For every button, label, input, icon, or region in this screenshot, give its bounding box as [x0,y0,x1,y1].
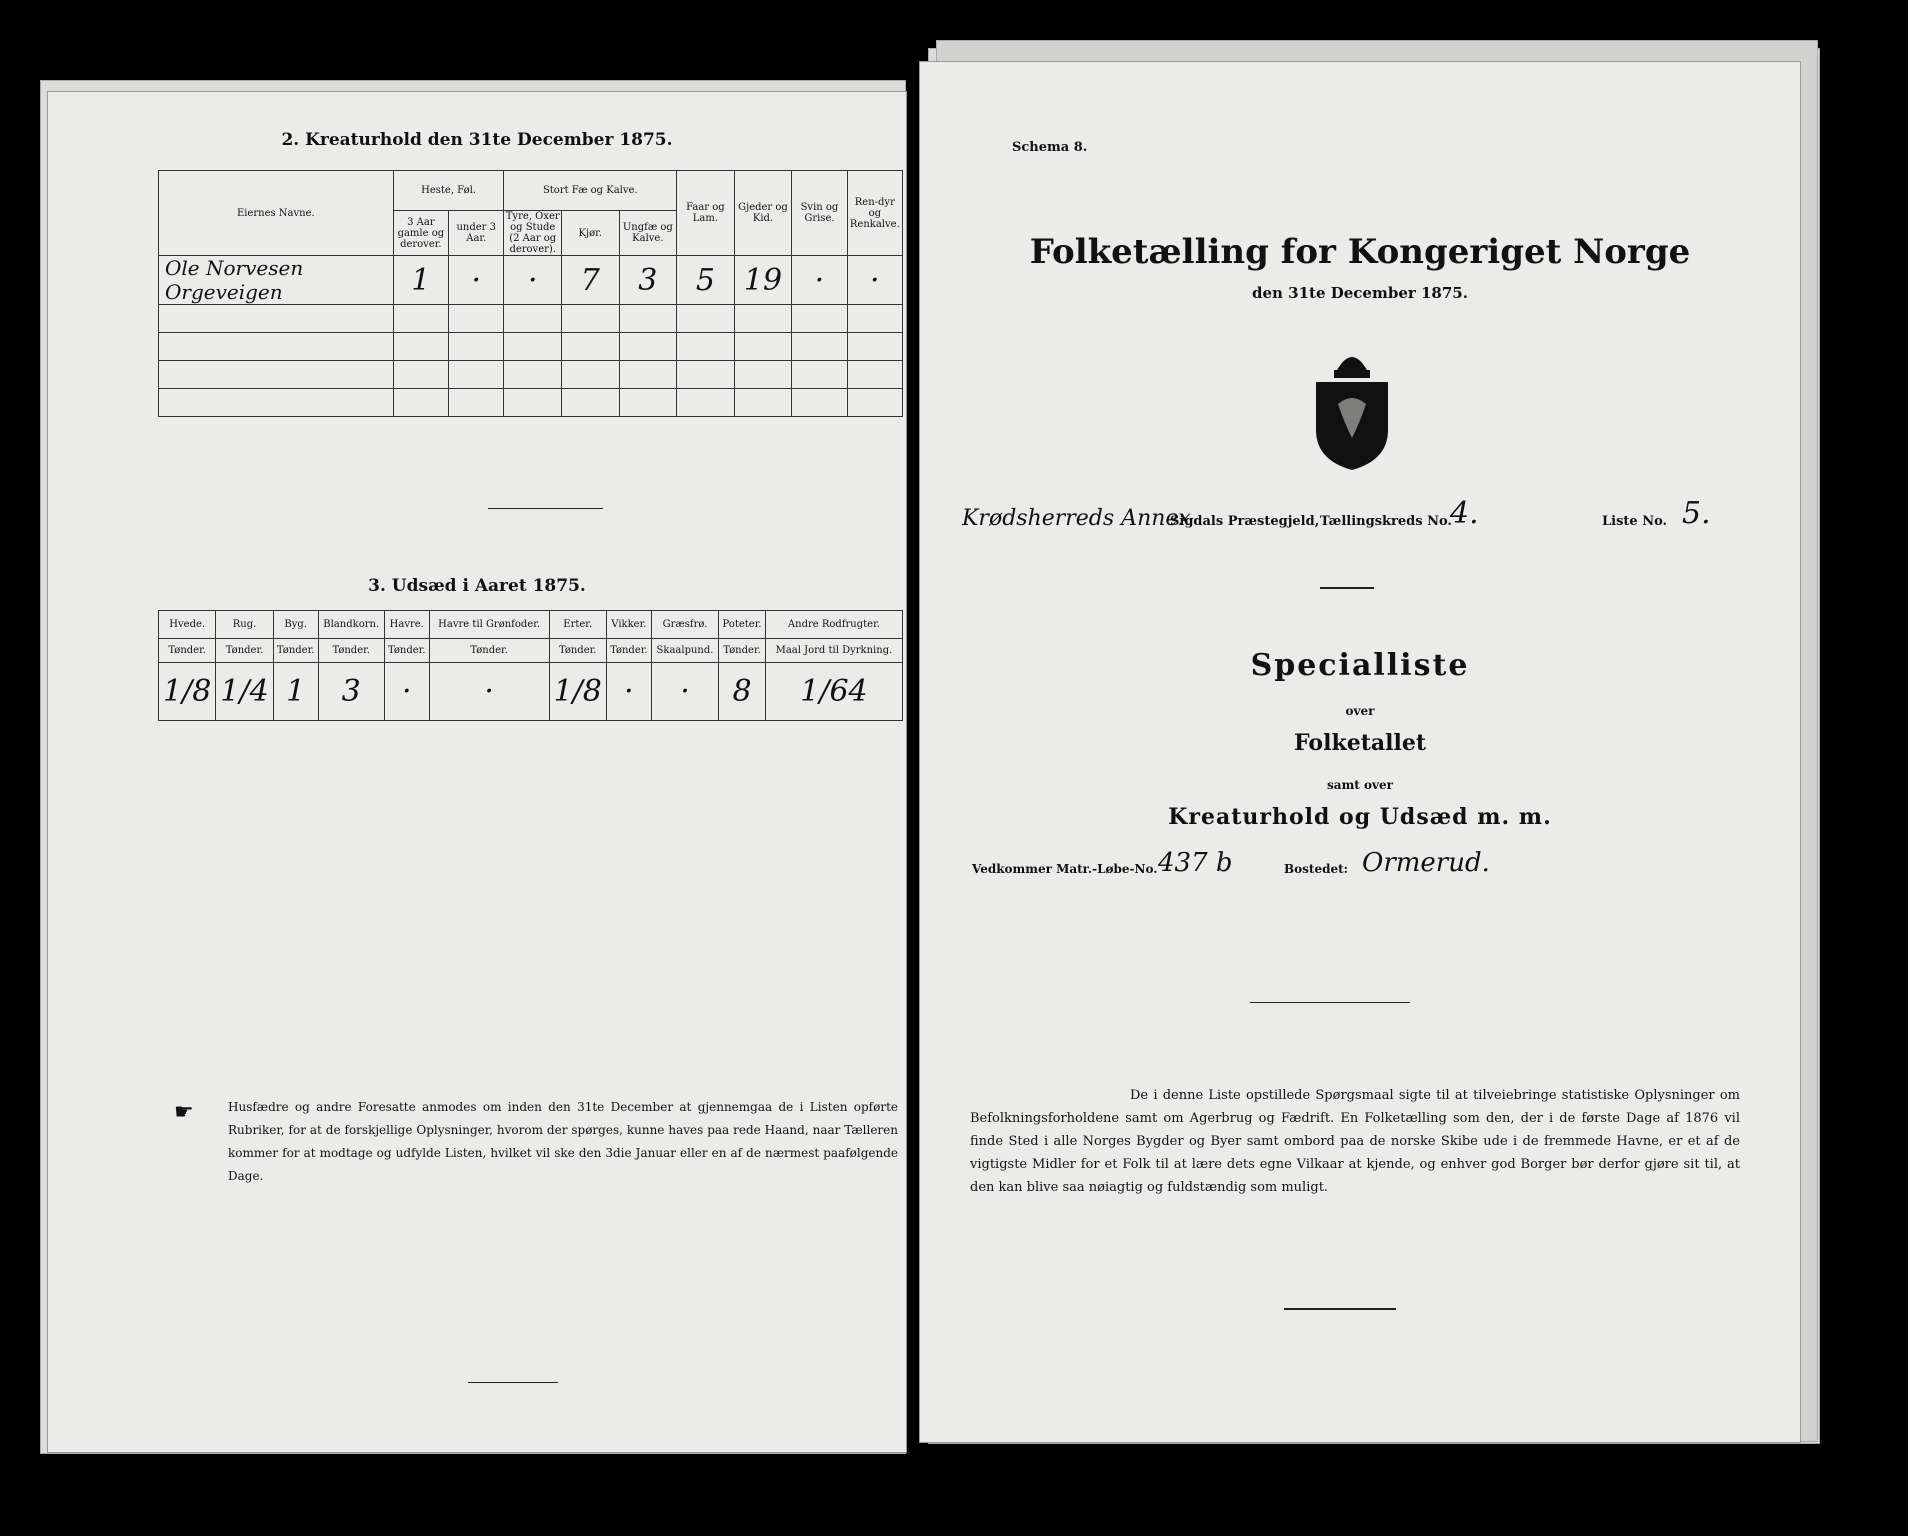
udsaed-unit: Tønder. [429,639,549,663]
udsaed-cell: 1 [273,663,318,721]
bottom-divider-line [1284,1308,1396,1310]
bottom-divider-line [468,1382,558,1383]
udsaed-header: Havre. [384,611,429,639]
udsaed-unit: Tønder. [216,639,273,663]
header-svin: Svin og Grise. [792,171,847,256]
divider-line [488,508,603,509]
header-heste-3aar: 3 Aar gamle og derover. [393,211,448,256]
udsaed-cell: 3 [318,663,384,721]
header-kjor: Kjør. [562,211,620,256]
divider-line [1320,587,1374,589]
udsaed-header: Poteter. [719,611,766,639]
kreatur-cell: 19 [734,256,792,305]
folketallet-title: Folketallet [1294,730,1426,756]
udsaed-header: Vikker. [606,611,651,639]
kreds-number: 4. [1450,496,1479,531]
kreatur-cell: 7 [562,256,620,305]
udsaed-header: Havre til Grønfoder. [429,611,549,639]
udsaed-title: 3. Udsæd i Aaret 1875. [368,576,586,596]
udsaed-cell: 1/8 [159,663,216,721]
kreatur-cell: · [449,256,504,305]
udsaed-unit: Tønder. [159,639,216,663]
header-eiernes-navne: Eiernes Navne. [159,171,394,256]
over-text: over [1345,704,1375,718]
pointing-hand-icon: ☛ [174,1100,194,1125]
coat-of-arms-icon [1308,342,1396,472]
kreatur-cell: 5 [677,256,735,305]
bosted-value: Ormerud. [1362,848,1490,878]
body-text: De i denne Liste opstillede Spørgsmaal sigte til at tilveiebringe statistiske Oplysninger om Befolkningsforholdene samt om Agerbrug og Fædrift. En Folketælling som den, der i de første Dage af 1876 vil finde Sted i alle Norges Bygder og Byer samt ombord paa de norske Skibe ude i de fremmede Havne, er et af de vigtigste Midler for et Folk til at lære dets egne Vilkaar at kjende, og enhver god Borger bør derfor gjøre sit til, at den kan blive saa nøiagtig og fuldstændig som muligt. [970,1088,1740,1195]
notice-text: Husfædre og andre Foresatte anmodes om inden den 31te December at gjennemgaa de i Listen opførte Rubriker, for at de forskjellige Oplysninger, hvorom der spørges, kunne haves paa rede Haand, naar Tælleren kommer for at modtage og udfylde Listen, hvilket vil ske den 3die Januar eller en af de nærmest paafølgende Dage. [228,1100,898,1183]
udsaed-unit: Maal Jord til Dyrkning. [765,639,902,663]
district-label-kreds: Tællingskreds No. [1320,514,1452,529]
divider-line-2 [1250,1002,1410,1003]
udsaed-unit: Tønder. [273,639,318,663]
udsaed-unit: Tønder. [318,639,384,663]
kreatur-cell: 3 [619,256,677,305]
udsaed-unit: Tønder. [719,639,766,663]
udsaed-header: Blandkorn. [318,611,384,639]
udsaed-cell: · [606,663,651,721]
schema-label: Schema 8. [1012,140,1088,155]
udsaed-header: Andre Rodfrugter. [765,611,902,639]
header-tyre: Tyre, Oxer og Stude (2 Aar og derover). [505,211,560,255]
kreatur-title: 2. Kreaturhold den 31te December 1875. [281,130,673,150]
right-page [920,62,1800,1442]
matr-line [972,848,1772,888]
kreatur-cell: · [504,256,562,305]
district-label-praestegjeld: Sigdals Præstegjeld, [1170,514,1320,529]
specialliste-title: Specialliste [1250,648,1470,683]
kreatur-owner-name: Ole Norvesen Orgeveigen [159,256,394,305]
samt-over-text: samt over [1327,778,1393,792]
udsaed-unit: Tønder. [606,639,651,663]
header-heste: Heste, Føl. [393,171,504,211]
kreatur-table [158,170,903,417]
liste-label: Liste No. [1602,514,1668,529]
udsaed-unit: Skaalpund. [651,639,718,663]
district-line [962,496,1792,542]
udsaed-cell: 1/8 [549,663,606,721]
header-heste-under3: under 3 Aar. [449,211,504,256]
header-stort-fae: Stort Fæ og Kalve. [504,171,677,211]
header-faar: Faar og Lam. [677,171,735,256]
udsaed-cell: · [429,663,549,721]
udsaed-table [158,610,903,721]
udsaed-header: Erter. [549,611,606,639]
left-page [48,92,906,1452]
matr-number: 437 b [1158,848,1233,878]
udsaed-cell: 1/64 [765,663,902,721]
udsaed-header: Hvede. [159,611,216,639]
udsaed-cell: 1/4 [216,663,273,721]
udsaed-cell: · [651,663,718,721]
bosted-label: Bostedet: [1284,862,1349,876]
header-ren: Ren-dyr og Renkalve. [847,171,902,256]
kreatur-cell: 1 [393,256,448,305]
date-subtitle: den 31te December 1875. [1252,284,1468,302]
district-handwritten: Krødsherreds Annex [962,506,1191,531]
kreatur-cell: · [847,256,902,305]
header-gjeder: Gjeder og Kid. [734,171,792,256]
udsaed-cell: · [384,663,429,721]
udsaed-unit: Tønder. [384,639,429,663]
liste-number: 5. [1682,496,1711,531]
udsaed-header: Græsfrø. [651,611,718,639]
udsaed-header: Rug. [216,611,273,639]
udsaed-header: Byg. [273,611,318,639]
kreatur-cell: · [792,256,847,305]
matr-label: Vedkommer Matr.-Løbe-No. [972,862,1158,876]
udsaed-cell: 8 [719,663,766,721]
udsaed-unit: Tønder. [549,639,606,663]
main-title: Folketælling for Kongeriget Norge [1029,232,1691,272]
kreaturhold-title: Kreaturhold og Udsæd m. m. [1168,804,1552,830]
header-ungfae: Ungfæ og Kalve. [619,211,677,256]
